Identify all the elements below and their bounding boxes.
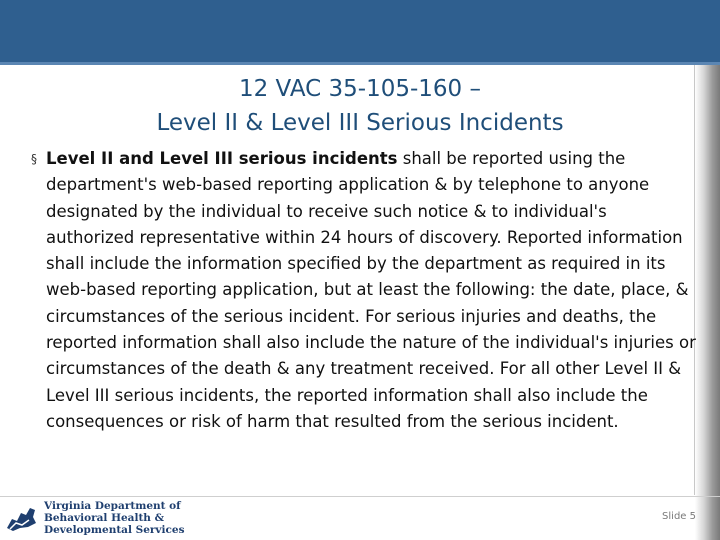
dbhds-logo (4, 499, 194, 539)
bullet-icon: § (31, 152, 37, 166)
logo-text-line3: Developmental Services (44, 524, 185, 536)
logo-text-line1: Virginia Department of (44, 500, 181, 512)
logo-text (44, 500, 185, 536)
slide-title-line2: Level II & Level III Serious Incidents (156, 110, 564, 136)
slide-number: Slide 5 (662, 511, 696, 522)
logo-text-line2: Behavioral Health & (44, 512, 165, 524)
virginia-map-icon (4, 501, 38, 535)
slide-title-line1: 12 VAC 35-105-160 – (238, 76, 482, 102)
slide-body (31, 146, 698, 435)
slide-title (40, 72, 680, 140)
header-band (0, 0, 720, 62)
body-paragraph: shall be reported using the department's web-based reporting application & by telephone to anyone designated by the individual to receive such notice & to individual's authorized representative within 24 hours of discovery. Reported information shall include the information specified by the department as required in its web-based reporting application, but at least the following: the date, place, & circumstances of the serious incident. For serious injuries and deaths, the reported information shall also include the nature of the individual's injuries or circumstances of the death & any treatment received. For all other Level II & Level III serious incidents, the reported information shall also include the consequences or risk of harm that resulted from the serious incident. (46, 149, 696, 431)
right-shadow-strip (695, 65, 720, 540)
body-bold-lead: Level II and Level III serious incidents (46, 149, 398, 168)
header-divider (0, 62, 720, 65)
footer-divider (0, 496, 720, 497)
